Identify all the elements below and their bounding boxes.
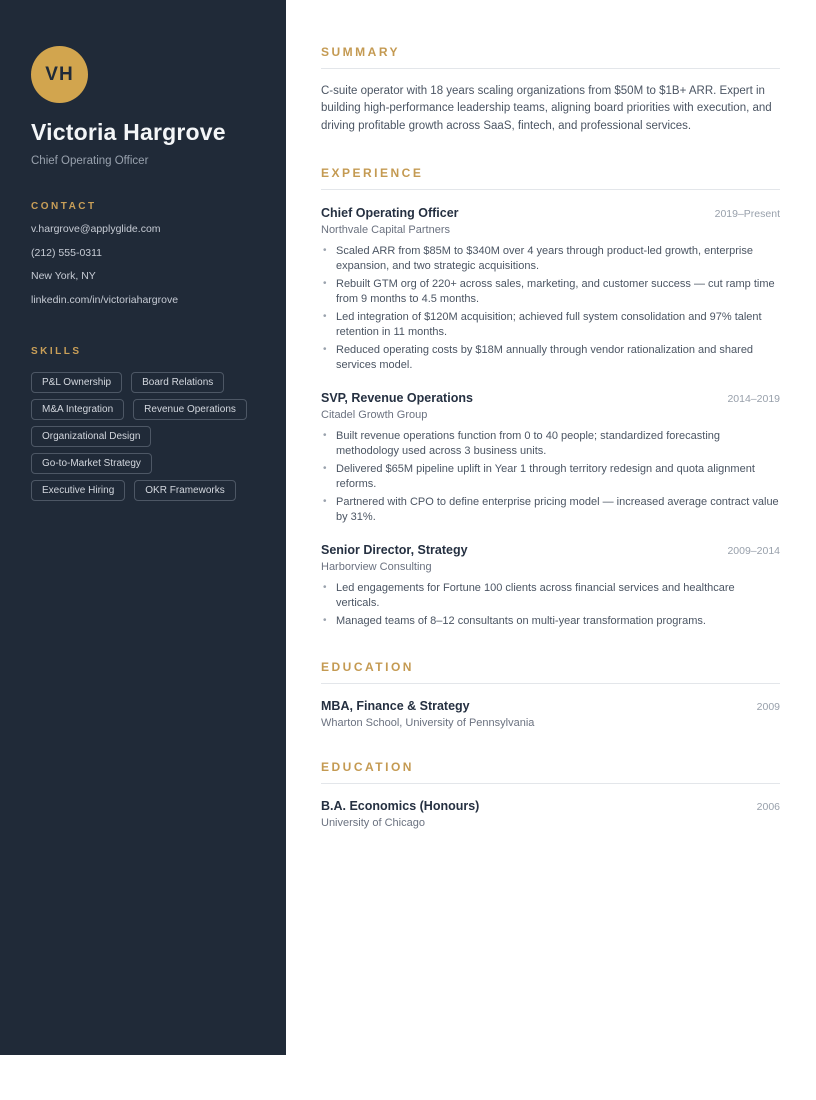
job-bullets	[321, 429, 780, 524]
job-entry	[321, 543, 780, 629]
job-bullet: • Scaled ARR from $85M to $340M over 4 years through product-led growth, enterprise expansion, and two strategic acquisitions.	[321, 244, 780, 273]
skill-pill: P&L Ownership	[31, 372, 122, 393]
sidebar	[0, 0, 286, 1055]
skill-pill: Revenue Operations	[133, 399, 247, 420]
job-bullet: • Managed teams of 8–12 consultants on multi-year transformation programs.	[321, 614, 780, 629]
avatar-initials: VH	[45, 63, 74, 85]
skill-pill: Organizational Design	[31, 426, 151, 447]
job-entry	[321, 391, 780, 524]
contact-location: New York, NY	[31, 270, 96, 283]
job-title: SVP, Revenue Operations	[321, 391, 473, 406]
job-bullet: • Reduced operating costs by $18M annually through vendor rationalization and shared services model.	[321, 343, 780, 372]
education-school: Wharton School, University of Pennsylvania	[321, 716, 535, 729]
education-school: University of Chicago	[321, 816, 425, 829]
skill-pill: M&A Integration	[31, 399, 124, 420]
skill-pill: OKR Frameworks	[134, 480, 235, 501]
education-entry	[321, 799, 780, 829]
education-degree: MBA, Finance & Strategy	[321, 698, 470, 713]
skill-pill: Go-to-Market Strategy	[31, 453, 152, 474]
job-bullet: • Rebuilt GTM org of 220+ across sales, marketing, and customer success — cut ramp time from 9 months to 4.5 months.	[321, 277, 780, 306]
education-header	[321, 799, 780, 813]
job-bullet: • Led engagements for Fortune 100 clients across financial services and healthcare verticals.	[321, 581, 780, 610]
education-section	[321, 660, 780, 729]
job-bullet: • Led integration of $120M acquisition; achieved full system consolidation and 97% talent retention in 11 months.	[321, 310, 780, 339]
main-content	[286, 0, 816, 1055]
job-bullet: • Built revenue operations function from 0 to 40 people; standardized forecasting methodology used across 3 business units.	[321, 429, 780, 458]
job-header	[321, 543, 780, 557]
job-title: Chief Operating Officer	[321, 206, 459, 221]
education-heading: EDUCATION	[321, 760, 780, 784]
job-bullet: • Delivered $65M pipeline uplift in Year 1 through territory redesign and quota alignment reforms.	[321, 462, 780, 491]
education-year: 2009	[756, 700, 780, 713]
contact-phone: (212) 555-0311	[31, 246, 103, 259]
education-entry	[321, 699, 780, 729]
job-dates: 2009–2014	[727, 545, 780, 558]
person-title: Chief Operating Officer	[31, 155, 149, 167]
skills-list	[31, 372, 255, 501]
contact-heading: CONTACT	[31, 201, 97, 212]
skill-pill: Executive Hiring	[31, 480, 125, 501]
job-dates: 2014–2019	[727, 393, 780, 406]
experience-heading: EXPERIENCE	[321, 166, 780, 190]
education-year: 2006	[756, 800, 780, 813]
education-section	[321, 760, 780, 829]
contact-email: v.hargrove@applyglide.com	[31, 223, 161, 235]
job-bullets	[321, 581, 780, 629]
skills-heading: SKILLS	[31, 346, 82, 358]
job-entry	[321, 206, 780, 372]
contact-linkedin: linkedin.com/in/victoriahargrove	[31, 293, 179, 306]
job-bullets	[321, 244, 780, 372]
job-company: Citadel Growth Group	[321, 409, 428, 422]
job-header	[321, 206, 780, 220]
education-heading: EDUCATION	[321, 660, 780, 684]
experience-section	[321, 166, 780, 629]
avatar	[31, 46, 88, 103]
job-dates: 2019–Present	[714, 208, 780, 221]
person-name: Victoria Hargrove	[31, 119, 226, 145]
job-bullet: • Partnered with CPO to define enterprise pricing model — increased average contract value by 31%.	[321, 495, 780, 524]
summary-section	[321, 45, 780, 135]
summary-text: C-suite operator with 18 years scaling organizations from $50M to $1B+ ARR. Expert in building high-performance leadership teams, aligning board priorities with execution, and driving profitable growth across SaaS, fintech, and professional services.	[321, 85, 772, 132]
education-degree: B.A. Economics (Honours)	[321, 798, 480, 813]
job-company: Harborview Consulting	[321, 561, 432, 574]
summary-heading: SUMMARY	[321, 45, 780, 69]
skill-pill: Board Relations	[131, 372, 224, 393]
job-header	[321, 391, 780, 405]
job-company: Northvale Capital Partners	[321, 224, 451, 237]
job-title: Senior Director, Strategy	[321, 543, 468, 558]
education-header	[321, 699, 780, 713]
